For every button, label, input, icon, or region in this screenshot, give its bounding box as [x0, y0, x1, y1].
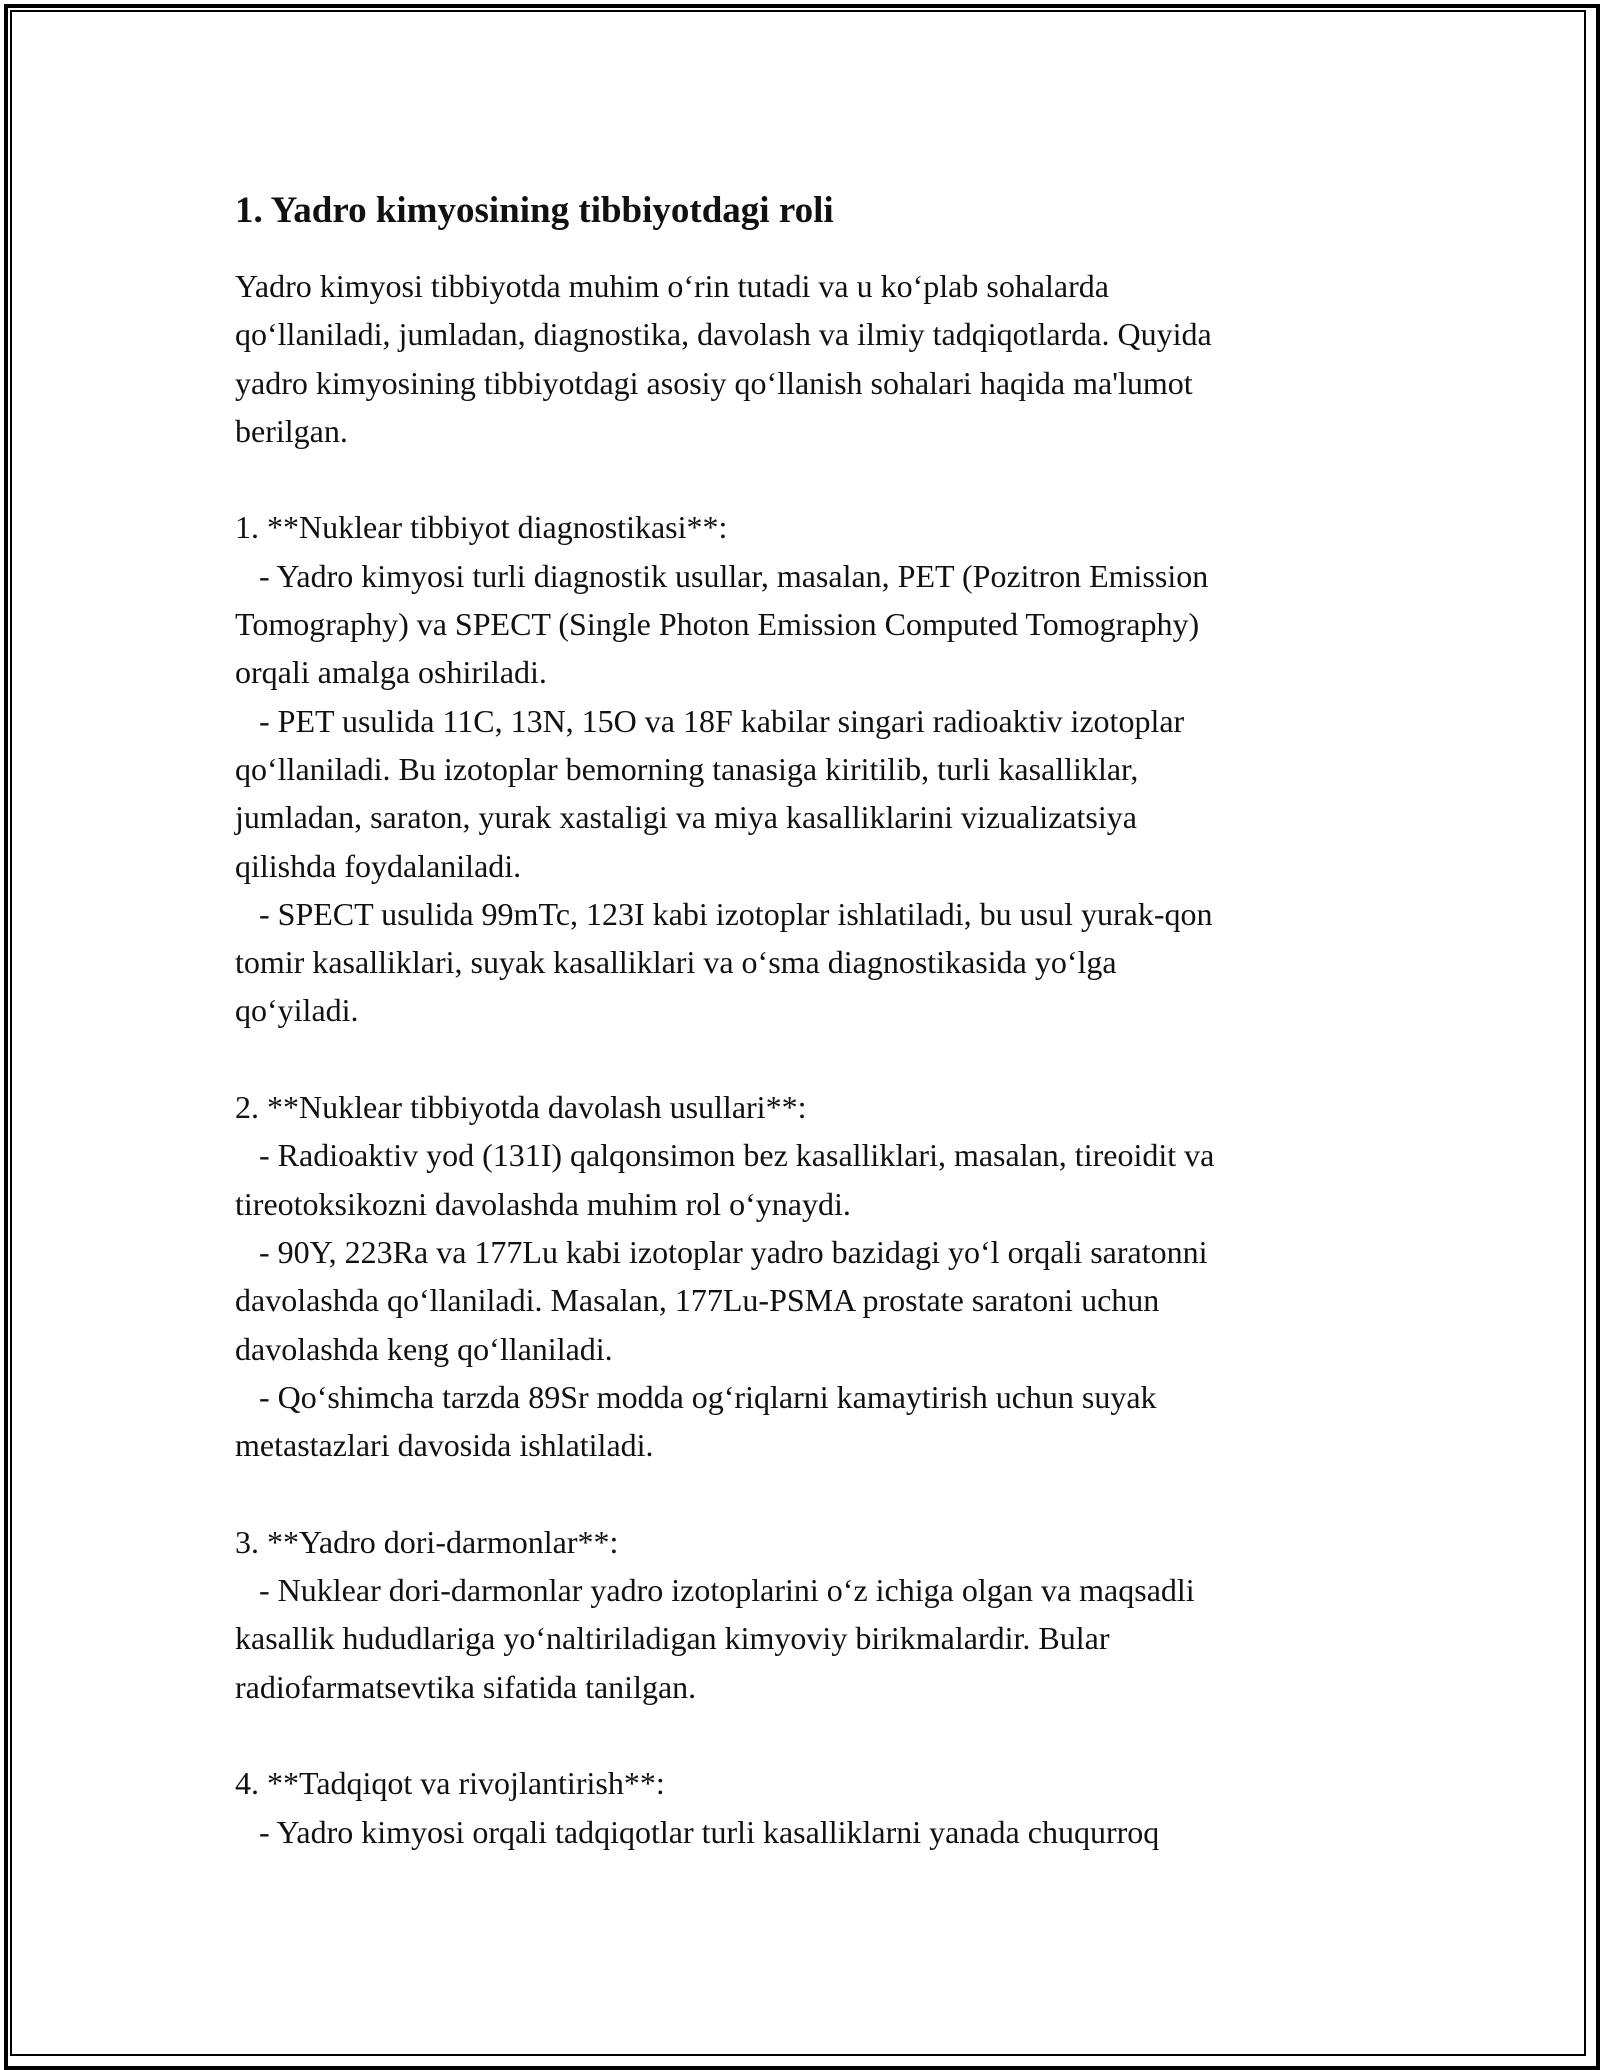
text-line: jumladan, saraton, yurak xastaligi va miya kasalliklarini vizualizatsiya [235, 799, 1137, 836]
text-line: - PET usulida 11C, 13N, 15O va 18F kabilar singari radioaktiv izotoplar [235, 702, 1185, 739]
text-line: davolashda qo‘llaniladi. Masalan, 177Lu-PSMA prostate saratoni uchun [235, 1282, 1160, 1319]
text-line: - SPECT usulida 99mTc, 123I kabi izotoplar ishlatiladi, bu usul yurak-qon [235, 895, 1213, 932]
text-line: - Radioaktiv yod (131I) qalqonsimon bez kasalliklari, masalan, tireoidit va [235, 1137, 1215, 1174]
text-line: qo‘yiladi. [235, 992, 359, 1029]
text-lines [235, 262, 1375, 1856]
text-line: - Qo‘shimcha tarzda 89Sr modda og‘riqlarni kamaytirish uchun suyak [235, 1378, 1157, 1415]
text-line: Yadro kimyosi tibbiyotda muhim o‘rin tutadi va u ko‘plab sohalarda [235, 268, 1109, 304]
text-line: qo‘llaniladi. Bu izotoplar bemorning tanasiga kiritilib, turli kasalliklar, [235, 750, 1139, 787]
text-line: tomir kasalliklari, suyak kasalliklari va o‘sma diagnostikasida yo‘lga [235, 944, 1117, 981]
text-line: tireotoksikozni davolashda muhim rol o‘ynaydi. [235, 1185, 851, 1222]
blank-line [235, 455, 1375, 503]
document-body [235, 186, 1375, 1856]
text-line: berilgan. [235, 412, 348, 449]
section-heading: 1. Yadro kimyosining tibbiyotdagi roli [235, 190, 834, 231]
text-line: - 90Y, 223Ra va 177Lu kabi izotoplar yadro bazidagi yo‘l orqali saratonni [235, 1233, 1208, 1270]
text-line: davolashda keng qo‘llaniladi. [235, 1330, 613, 1367]
text-line: - Yadro kimyosi orqali tadqiqotlar turli kasalliklarni yanada chuqurroq [235, 1813, 1160, 1850]
text-line: qo‘llaniladi, jumladan, diagnostika, davolash va ilmiy tadqiqotlarda. Quyida [235, 316, 1212, 353]
blank-line [235, 1711, 1375, 1759]
blank-line [235, 1469, 1375, 1517]
text-line: radiofarmatsevtika sifatida tanilgan. [235, 1668, 697, 1705]
text-line: 3. **Yadro dori-darmonlar**: [235, 1523, 619, 1560]
text-line: 1. **Nuklear tibbiyot diagnostikasi**: [235, 509, 728, 546]
text-line: orqali amalga oshiriladi. [235, 654, 547, 691]
text-line: 2. **Nuklear tibbiyotda davolash usullari**: [235, 1089, 807, 1126]
text-line: metastazlari davosida ishlatiladi. [235, 1427, 654, 1464]
text-line: yadro kimyosining tibbiyotdagi asosiy qo‘llanish sohalari haqida ma'lumot [235, 364, 1193, 401]
text-line: kasallik hududlariga yo‘naltiriladigan kimyoviy birikmalardir. Bular [235, 1620, 1110, 1657]
text-line: - Yadro kimyosi turli diagnostik usullar, masalan, PET (Pozitron Emission [235, 557, 1209, 594]
blank-line [235, 1035, 1375, 1083]
text-line: Tomography) va SPECT (Single Photon Emission Computed Tomography) [235, 606, 1200, 643]
text-line: 4. **Tadqiqot va rivojlantirish**: [235, 1765, 665, 1802]
text-line: qilishda foydalaniladi. [235, 847, 522, 884]
text-line: - Nuklear dori-darmonlar yadro izotoplarini o‘z ichiga olgan va maqsadli [235, 1572, 1195, 1609]
